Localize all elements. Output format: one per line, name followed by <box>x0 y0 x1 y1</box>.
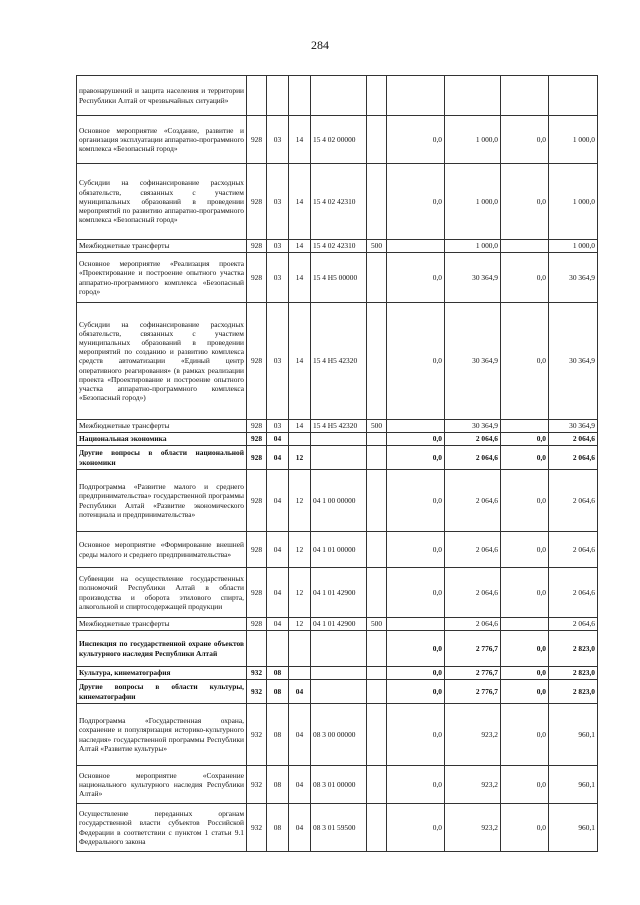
amount-col-1: 0,0 <box>387 766 445 804</box>
section-code: 03 <box>267 116 289 164</box>
amount-col-2: 2 064,6 <box>445 446 501 470</box>
amount-col-4: 960,1 <box>549 766 598 804</box>
ministry-code: 928 <box>247 116 267 164</box>
amount-col-4: 1 000,0 <box>549 116 598 164</box>
ministry-code: 928 <box>247 253 267 303</box>
amount-col-1 <box>387 618 445 631</box>
amount-col-3: 0,0 <box>501 532 549 568</box>
ministry-code: 928 <box>247 568 267 618</box>
amount-col-3: 0,0 <box>501 446 549 470</box>
ministry-code: 928 <box>247 164 267 240</box>
section-code: 03 <box>267 253 289 303</box>
expense-type-code <box>367 446 387 470</box>
expense-type-code: 500 <box>367 420 387 433</box>
expense-type-code <box>367 804 387 852</box>
subsection-code <box>289 433 311 446</box>
amount-col-4: 2 064,6 <box>549 618 598 631</box>
subsection-code: 12 <box>289 470 311 532</box>
row-name: Основное мероприятие «Формирование внешней среды малого и среднего предпринимательства» <box>77 532 247 568</box>
budget-table <box>76 75 598 852</box>
expense-type-code <box>367 116 387 164</box>
target-item-code <box>311 631 367 667</box>
section-code: 04 <box>267 532 289 568</box>
row-name: Другие вопросы в области национальной экономики <box>77 446 247 470</box>
target-item-code <box>311 667 367 680</box>
amount-col-4: 2 064,6 <box>549 568 598 618</box>
table-row <box>77 164 598 240</box>
section-code: 08 <box>267 766 289 804</box>
amount-col-1: 0,0 <box>387 433 445 446</box>
expense-type-code <box>367 680 387 704</box>
table-row <box>77 470 598 532</box>
amount-col-4: 1 000,0 <box>549 164 598 240</box>
table-row <box>77 631 598 667</box>
target-item-code: 04 1 01 00000 <box>311 532 367 568</box>
amount-col-1: 0,0 <box>387 303 445 420</box>
amount-col-2: 2 776,7 <box>445 680 501 704</box>
table-row <box>77 667 598 680</box>
section-code: 04 <box>267 433 289 446</box>
target-item-code: 15 4 02 42310 <box>311 240 367 253</box>
amount-col-3 <box>501 240 549 253</box>
subsection-code: 04 <box>289 804 311 852</box>
row-name: Основное мероприятие «Реализация проекта «Проектирование и построение опытного участка аппаратно-программного комплекса «Безопасный город» <box>77 253 247 303</box>
amount-col-1: 0,0 <box>387 568 445 618</box>
subsection-code: 04 <box>289 766 311 804</box>
row-name: Межбюджетные трансферты <box>77 420 247 433</box>
amount-col-1: 0,0 <box>387 704 445 766</box>
amount-col-3: 0,0 <box>501 470 549 532</box>
amount-col-1: 0,0 <box>387 470 445 532</box>
amount-col-4: 1 000,0 <box>549 240 598 253</box>
section-code: 04 <box>267 470 289 532</box>
amount-col-4: 960,1 <box>549 804 598 852</box>
amount-col-3: 0,0 <box>501 631 549 667</box>
amount-col-1: 0,0 <box>387 680 445 704</box>
row-name: Межбюджетные трансферты <box>77 240 247 253</box>
table-row <box>77 433 598 446</box>
target-item-code <box>311 433 367 446</box>
amount-col-2: 1 000,0 <box>445 240 501 253</box>
ministry-code: 928 <box>247 446 267 470</box>
amount-col-1: 0,0 <box>387 164 445 240</box>
amount-col-3: 0,0 <box>501 667 549 680</box>
section-code: 08 <box>267 704 289 766</box>
expense-type-code <box>367 766 387 804</box>
table-row <box>77 240 598 253</box>
subsection-code: 12 <box>289 618 311 631</box>
expense-type-code <box>367 532 387 568</box>
amount-col-1: 0,0 <box>387 446 445 470</box>
amount-col-1 <box>387 240 445 253</box>
target-item-code: 04 1 01 42900 <box>311 618 367 631</box>
subsection-code <box>289 76 311 116</box>
amount-col-3: 0,0 <box>501 568 549 618</box>
ministry-code: 928 <box>247 433 267 446</box>
table-row <box>77 532 598 568</box>
amount-col-2: 2 776,7 <box>445 631 501 667</box>
section-code: 03 <box>267 420 289 433</box>
subsection-code: 14 <box>289 240 311 253</box>
amount-col-2 <box>445 76 501 116</box>
subsection-code <box>289 631 311 667</box>
section-code <box>267 76 289 116</box>
target-item-code: 04 1 01 42900 <box>311 568 367 618</box>
row-name: Культура, кинематография <box>77 667 247 680</box>
expense-type-code <box>367 470 387 532</box>
row-name: Субсидии на софинансирование расходных обязательств, связанных с участием муниципальных образований в проведении мероприятий по развитию аппаратно-программного комплекса «Безопасный город» <box>77 164 247 240</box>
amount-col-3: 0,0 <box>501 766 549 804</box>
section-code: 04 <box>267 568 289 618</box>
row-name: Осуществление переданных органам государственной власти субъектов Российской Федерации в соответствии с пунктом 1 статьи 9.1 Федерального закона <box>77 804 247 852</box>
section-code: 04 <box>267 446 289 470</box>
amount-col-2: 2 064,6 <box>445 470 501 532</box>
table-row <box>77 804 598 852</box>
subsection-code <box>289 667 311 680</box>
expense-type-code <box>367 164 387 240</box>
expense-type-code <box>367 76 387 116</box>
amount-col-4: 2 064,6 <box>549 532 598 568</box>
amount-col-1: 0,0 <box>387 532 445 568</box>
section-code: 03 <box>267 240 289 253</box>
page-number: 284 <box>311 38 329 52</box>
amount-col-4: 2 823,0 <box>549 667 598 680</box>
table-row <box>77 618 598 631</box>
amount-col-1: 0,0 <box>387 804 445 852</box>
amount-col-1 <box>387 76 445 116</box>
table-row <box>77 446 598 470</box>
table-row <box>77 704 598 766</box>
expense-type-code: 500 <box>367 240 387 253</box>
amount-col-3: 0,0 <box>501 433 549 446</box>
expense-type-code <box>367 704 387 766</box>
amount-col-3 <box>501 76 549 116</box>
row-name: Основное мероприятие «Сохранение национального культурного наследия Республики Алтай» <box>77 766 247 804</box>
ministry-code: 932 <box>247 704 267 766</box>
target-item-code: 15 4 H5 42320 <box>311 303 367 420</box>
amount-col-1: 0,0 <box>387 631 445 667</box>
amount-col-3: 0,0 <box>501 303 549 420</box>
target-item-code: 08 3 00 00000 <box>311 704 367 766</box>
ministry-code <box>247 76 267 116</box>
table-row <box>77 116 598 164</box>
subsection-code: 04 <box>289 704 311 766</box>
ministry-code: 932 <box>247 680 267 704</box>
target-item-code: 15 4 H5 42320 <box>311 420 367 433</box>
expense-type-code: 500 <box>367 618 387 631</box>
amount-col-4: 2 064,6 <box>549 470 598 532</box>
row-name: Национальная экономика <box>77 433 247 446</box>
amount-col-4: 30 364,9 <box>549 303 598 420</box>
section-code: 08 <box>267 804 289 852</box>
table-row <box>77 303 598 420</box>
expense-type-code <box>367 667 387 680</box>
amount-col-1: 0,0 <box>387 667 445 680</box>
amount-col-3: 0,0 <box>501 253 549 303</box>
expense-type-code <box>367 631 387 667</box>
amount-col-3 <box>501 618 549 631</box>
expense-type-code <box>367 253 387 303</box>
amount-col-3: 0,0 <box>501 704 549 766</box>
amount-col-4: 2 823,0 <box>549 680 598 704</box>
section-code: 08 <box>267 667 289 680</box>
ministry-code: 932 <box>247 804 267 852</box>
ministry-code: 928 <box>247 303 267 420</box>
row-name: Подпрограмма «Государственная охрана, сохранение и популяризация историко-культурного наследия» государственной программы Республики Алтай «Развитие культуры» <box>77 704 247 766</box>
amount-col-4: 2 064,6 <box>549 433 598 446</box>
row-name: Субсидии на софинансирование расходных обязательств, связанных с участием муниципальных образований в проведении мероприятий по созданию и развитию комплекса средств автоматизации «Единый центр оперативного реагирования» (в рамках реализации проекта «Проектирование и построение опытного участка аппаратно-программного комплекса «Безопасный город») <box>77 303 247 420</box>
section-code: 04 <box>267 618 289 631</box>
subsection-code: 14 <box>289 164 311 240</box>
table-row <box>77 766 598 804</box>
amount-col-4: 30 364,9 <box>549 253 598 303</box>
table-row <box>77 568 598 618</box>
target-item-code <box>311 680 367 704</box>
row-name: правонарушений и защита населения и территории Республики Алтай от чрезвычайных ситуаций» <box>77 76 247 116</box>
amount-col-4: 960,1 <box>549 704 598 766</box>
ministry-code <box>247 631 267 667</box>
section-code <box>267 631 289 667</box>
amount-col-4: 30 364,9 <box>549 420 598 433</box>
amount-col-4 <box>549 76 598 116</box>
amount-col-3: 0,0 <box>501 680 549 704</box>
section-code: 08 <box>267 680 289 704</box>
amount-col-1 <box>387 420 445 433</box>
ministry-code: 928 <box>247 532 267 568</box>
table-row <box>77 253 598 303</box>
amount-col-2: 2 064,6 <box>445 568 501 618</box>
amount-col-2: 2 064,6 <box>445 433 501 446</box>
amount-col-2: 30 364,9 <box>445 253 501 303</box>
ministry-code: 928 <box>247 420 267 433</box>
target-item-code <box>311 76 367 116</box>
target-item-code: 15 4 02 42310 <box>311 164 367 240</box>
row-name: Основное мероприятие «Создание, развитие и организация эксплуатации аппаратно-программного комплекса «Безопасный город» <box>77 116 247 164</box>
amount-col-2: 2 064,6 <box>445 618 501 631</box>
amount-col-4: 2 823,0 <box>549 631 598 667</box>
table-row <box>77 76 598 116</box>
row-name: Инспекция по государственной охране объектов культурного наследия Республики Алтай <box>77 631 247 667</box>
subsection-code: 14 <box>289 303 311 420</box>
target-item-code: 15 4 H5 00000 <box>311 253 367 303</box>
expense-type-code <box>367 433 387 446</box>
amount-col-1: 0,0 <box>387 253 445 303</box>
amount-col-3: 0,0 <box>501 116 549 164</box>
subsection-code: 12 <box>289 532 311 568</box>
ministry-code: 932 <box>247 766 267 804</box>
ministry-code: 928 <box>247 618 267 631</box>
subsection-code: 14 <box>289 253 311 303</box>
subsection-code: 12 <box>289 446 311 470</box>
subsection-code: 14 <box>289 116 311 164</box>
ministry-code: 928 <box>247 240 267 253</box>
amount-col-2: 923,2 <box>445 704 501 766</box>
ministry-code: 932 <box>247 667 267 680</box>
row-name: Межбюджетные трансферты <box>77 618 247 631</box>
section-code: 03 <box>267 164 289 240</box>
table-row <box>77 680 598 704</box>
expense-type-code <box>367 303 387 420</box>
amount-col-2: 2 776,7 <box>445 667 501 680</box>
amount-col-2: 923,2 <box>445 804 501 852</box>
ministry-code: 928 <box>247 470 267 532</box>
subsection-code: 12 <box>289 568 311 618</box>
subsection-code: 04 <box>289 680 311 704</box>
section-code: 03 <box>267 303 289 420</box>
amount-col-1: 0,0 <box>387 116 445 164</box>
amount-col-2: 1 000,0 <box>445 116 501 164</box>
row-name: Другие вопросы в области культуры, кинематографии <box>77 680 247 704</box>
amount-col-3 <box>501 420 549 433</box>
amount-col-3: 0,0 <box>501 804 549 852</box>
amount-col-2: 30 364,9 <box>445 420 501 433</box>
amount-col-3: 0,0 <box>501 164 549 240</box>
amount-col-2: 2 064,6 <box>445 532 501 568</box>
row-name: Субвенции на осуществление государственных полномочий Республики Алтай в области производства и оборота этилового спирта, алкогольной и спиртосодержащей продукции <box>77 568 247 618</box>
target-item-code: 08 3 01 59500 <box>311 804 367 852</box>
target-item-code: 04 1 00 00000 <box>311 470 367 532</box>
row-name: Подпрограмма «Развитие малого и среднего предпринимательства» государственной программы Республики Алтай «Развитие экономического потенциала и предпринимательства» <box>77 470 247 532</box>
expense-type-code <box>367 568 387 618</box>
amount-col-2: 923,2 <box>445 766 501 804</box>
amount-col-2: 30 364,9 <box>445 303 501 420</box>
amount-col-4: 2 064,6 <box>549 446 598 470</box>
amount-col-2: 1 000,0 <box>445 164 501 240</box>
target-item-code <box>311 446 367 470</box>
table-row <box>77 420 598 433</box>
subsection-code: 14 <box>289 420 311 433</box>
target-item-code: 08 3 01 00000 <box>311 766 367 804</box>
target-item-code: 15 4 02 00000 <box>311 116 367 164</box>
